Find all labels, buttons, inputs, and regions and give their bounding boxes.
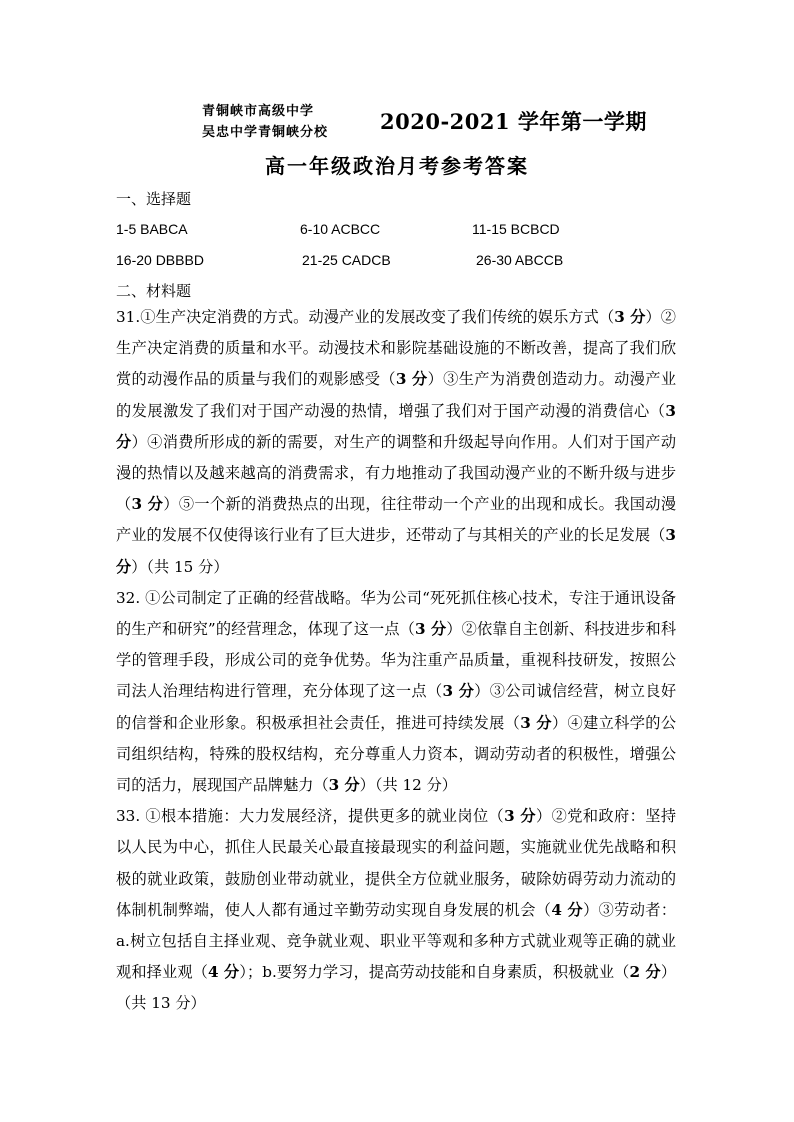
points-marker: 3 分	[442, 682, 475, 701]
answer-text: ）（共 15 分）	[131, 557, 229, 576]
answer-range: 1-5 BABCA	[116, 221, 188, 237]
answer-text: ）③生产为消费创造动力。动漫产业的发展激发了我们对于国产动漫的热情，增强了我们对于国产动漫的消费信心（	[116, 370, 676, 420]
points-marker: 3 分	[504, 807, 537, 826]
question-32-answer	[116, 583, 676, 801]
term-title: 2020-2021 学年第一学期	[380, 109, 647, 134]
school-name-1: 青铜峡市高级中学	[202, 104, 315, 119]
answer-text: ）②党和政府：坚持以人民为中心，抓住人民最关心最直接最现实的利益问题，实施就业优先战略和积极的就业政策，鼓励创业带动就业，提供全方位就业服务，破除妨碍劳动力流动的体制机制弊端，使人人都有通过辛勤劳动实现自身发展的机会（	[116, 807, 677, 919]
section1-heading: 一、选择题	[116, 190, 192, 208]
answer-text: ）⑤一个新的消费热点的出现，往往带动一个产业的出现和成长。我国动漫产业的发展不仅使得该行业有了巨大进步，还带动了与其相关的产业的长足发展（	[116, 495, 676, 545]
answer-range: 6-10 ACBCC	[300, 221, 381, 237]
question-33-answer	[116, 801, 676, 1019]
answer-text: ）；b.要努力学习，提高劳动技能和自身素质，积极就业（	[239, 963, 630, 982]
answer-text: ）（共 12 分）	[359, 776, 457, 795]
points-marker: 3 分	[520, 713, 552, 732]
answer-range: 16-20 DBBBD	[116, 252, 204, 268]
points-marker: 2 分	[629, 963, 661, 982]
points-marker: 3 分	[415, 620, 447, 639]
points-marker: 4 分	[551, 900, 584, 919]
answer-text: ）④建立科学的公司组织结构，特殊的股权结构，充分尊重人力资本，调动劳动者的积极性，增强公司的活力，展现国产品牌魅力（	[116, 713, 676, 795]
section2-heading: 二、材料题	[116, 282, 192, 300]
page-title: 高一年级政治月考参考答案	[265, 154, 529, 178]
points-marker: 3 分	[395, 370, 428, 389]
points-marker: 3 分	[328, 776, 360, 795]
points-marker: 3 分	[116, 401, 676, 451]
points-marker: 3 分	[614, 308, 646, 326]
answer-text: ）③公司诚信经营，树立良好的信誉和企业形象。积极承担社会责任，推进可持续发展（	[116, 682, 676, 732]
answer-text: ）③劳动者：a.树立包括自主择业观、竞争就业观、职业平等观和多种方式就业观等正确的就业观和择业观（	[116, 900, 676, 982]
answer-range: 21-25 CADCB	[302, 252, 391, 268]
school-name-2: 吴忠中学青铜峡分校	[202, 125, 329, 140]
points-marker: 3 分	[116, 526, 676, 576]
question-31-answer	[116, 302, 676, 583]
points-marker: 3 分	[131, 495, 164, 514]
answer-text: ）④消费所形成的新的需要，对生产的调整和升级起导向作用。人们对于国产动漫的热情以及越来越高的消费需求，有力地推动了我国动漫产业的不断升级与进步（	[116, 432, 677, 514]
answer-text: 33. ①根本措施：大力发展经济，提供更多的就业岗位（	[116, 807, 505, 826]
answer-text: 32. ①公司制定了正确的经营战略。华为公司“死死抓住核心技术，专注于通讯设备的生产和研究”的经营理念，体现了这一点（	[116, 588, 676, 639]
answer-text: ）②依靠自主创新、科技进步和科学的管理手段，形成公司的竞争优势。华为注重产品质量，重视科技研发，按照公司法人治理结构进行管理，充分体现了这一点（	[116, 620, 677, 701]
answer-text: 31.①生产决定消费的方式。动漫产业的发展改变了我们传统的娱乐方式（	[116, 308, 615, 326]
answer-text: ）②生产决定消费的质量和水平。动漫技术和影院基础设施的不断改善，提高了我们欣赏的动漫作品的质量与我们的观影感受（	[116, 308, 676, 389]
material-answers	[116, 302, 676, 1020]
answer-text: ）（共 13 分）	[116, 963, 677, 1013]
answer-range: 26-30 ABCCB	[476, 252, 564, 268]
points-marker: 4 分	[207, 963, 240, 982]
answer-range: 11-15 BCBCD	[472, 221, 560, 237]
